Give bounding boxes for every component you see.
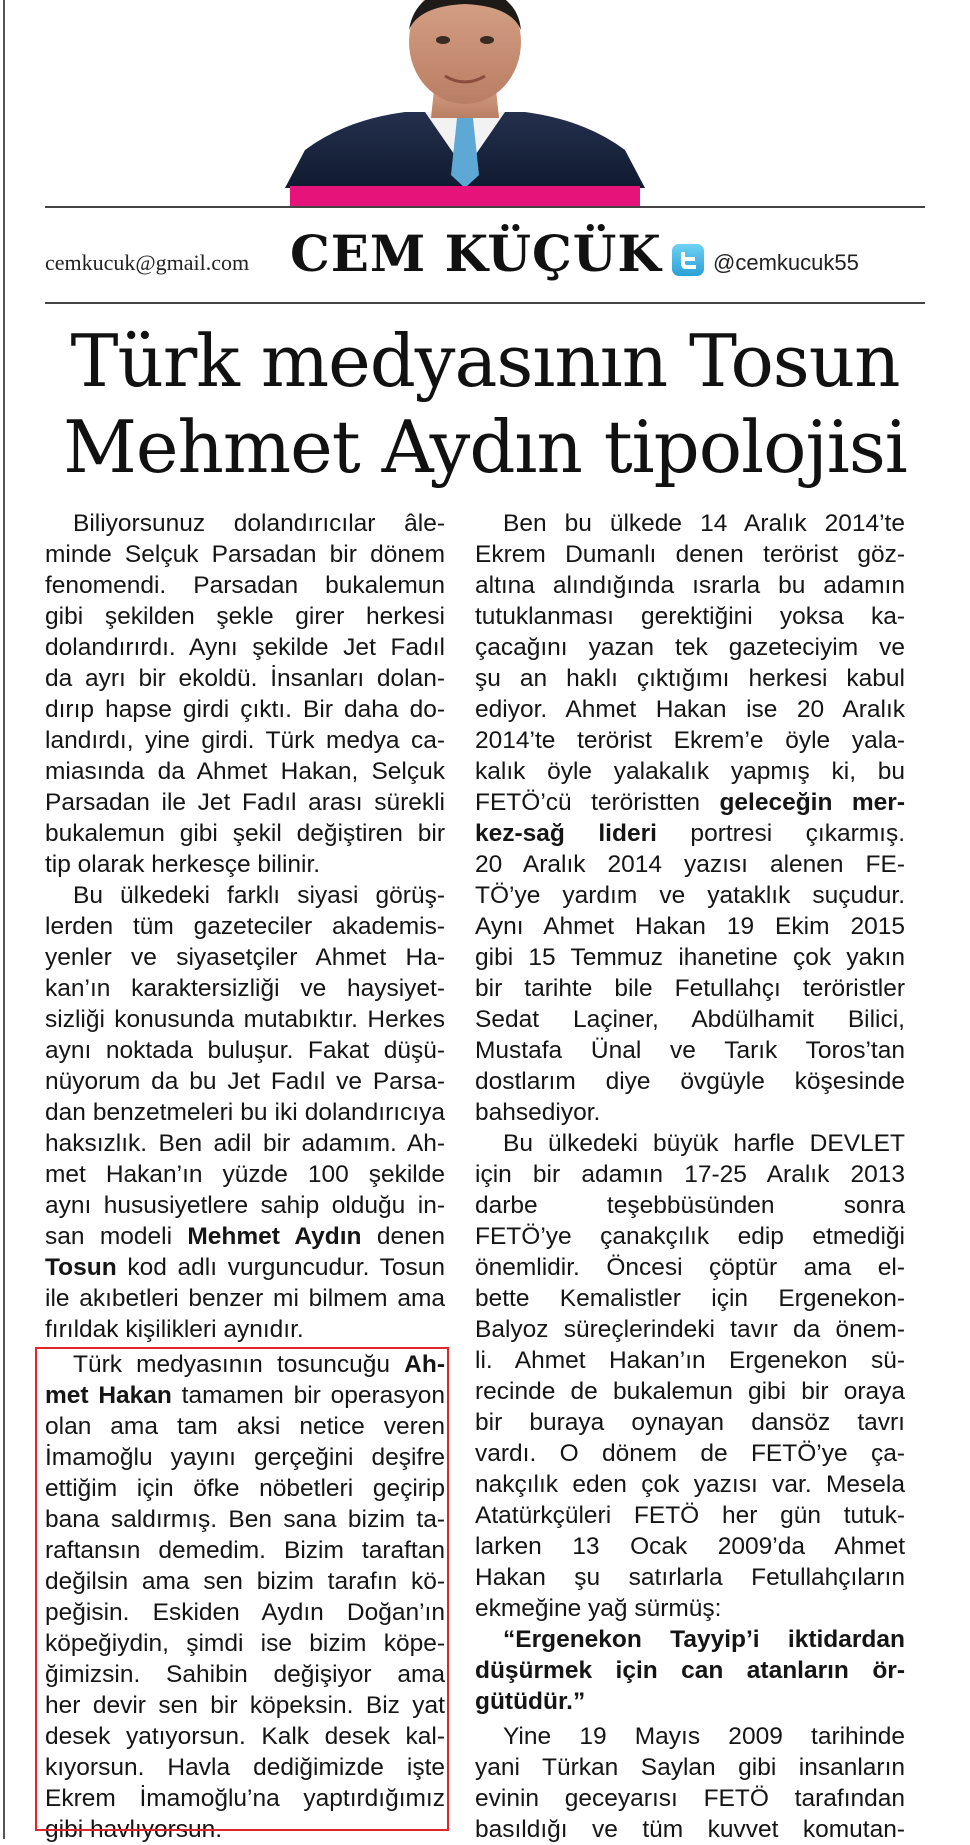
text-line: da ayrı bir ekoldü. İnsanları dolan- [45,665,445,692]
text-run: Türk medyasının tosuncuğu [73,1351,405,1378]
text-line: Biliyorsunuz dolandırıcılar âle- [73,510,445,537]
text-line: 2014’te terörist Ekrem’e öyle yala- [475,727,905,754]
text-line: çacağını yazan tek gazeteciyim ve [475,634,905,661]
text-line: recinde de bukalemun gibi bir oraya [475,1378,905,1405]
text-line: Ekrem Dumanlı denen terörist göz- [475,541,905,568]
text-line: tutuklanması gerektiğini yoksa ka- [475,603,905,630]
text-line: kalık öyle yalakalık yapmış ki, bu [475,758,905,785]
text-line: bana saldırmış. Ben sana bizim ta- [45,1506,445,1533]
text-line: minde Selçuk Parsadan bir dönem [45,541,445,568]
text-run: san modeli [45,1223,188,1250]
text-line: bahsediyor. [475,1099,601,1126]
text-line: her devir sen bir köpeksin. Biz yat [45,1692,445,1719]
text-run: denen [361,1223,445,1250]
text-line [45,1221,445,1252]
text-run: portresi çıkarmış. [656,820,905,847]
text-line: yenler ve siyasetçiler Ahmet Ha- [45,944,445,971]
text-line: Ekrem İmamoğlu’na yaptırdığımız [45,1785,445,1812]
text-line: lerden tüm gazeteciler akademis- [45,913,445,940]
author-portrait [285,0,645,188]
bold-run: geleceğin mer- [719,789,905,816]
text-line: Sedat Laçiner, Abdülhamit Bilici, [475,1006,905,1033]
bold-run: Ah- [404,1351,445,1378]
text-line: met Hakan’ın yüzde 100 şekilde [45,1161,445,1188]
text-line: sizliği konusunda mutabıktır. Herkes [45,1006,445,1033]
text-line: kıyorsun. Havla dediğimizde işte [45,1754,445,1781]
text-line: bir buraya oynayan dansöz tavrı [475,1409,905,1436]
text-line: ettiğim için öfke nöbetleri geçirip [45,1475,445,1502]
text-line: tip olarak herkesçe bilinir. [45,851,321,878]
text-line: dolandırırdı. Aynı şekilde Jet Fadıl [45,634,445,661]
text-line: vardı. O dönem de FETÖ’ye ça- [475,1440,905,1467]
text-line: olan ama tam aksi netice veren [45,1413,445,1440]
author-name: CEM KÜÇÜK [290,224,662,283]
text-line: haksızlık. Ben adil bir adamım. Ah- [45,1130,445,1157]
text-line: Mustafa Ünal ve Tarık Toros’tan [475,1037,905,1064]
bold-run: Tosun [45,1254,117,1281]
text-line: yani Türkan Saylan gibi insanların [475,1754,905,1781]
text-line: ediyor. Ahmet Hakan ise 20 Aralık [475,696,905,723]
text-line: dostlarım diye övgüyle köşesinde [475,1068,905,1095]
text-line: 20 Aralık 2014 yazısı alenen FE- [475,851,905,878]
quote-line: “Ergenekon Tayyip’i iktidardan [503,1626,905,1653]
text-line: Aynı Ahmet Hakan 19 Ekim 2015 [475,913,905,940]
bold-run: met Hakan [45,1382,172,1409]
right-column [475,508,905,1845]
text-line: Yine 19 Mayıs 2009 tarihinde [503,1723,905,1750]
text-line: miasında da Ahmet Hakan, Selçuk [45,758,445,785]
header-top-rule [45,206,925,208]
text-line: Hakan şu satırlarla Fetullahçıların [475,1564,905,1591]
text-line: önemlidir. Öncesi çöptür ama el- [475,1254,905,1281]
text-line: dan benzetmeleri bu iki dolandırıcıya [45,1099,445,1126]
text-line: gibi havlıyorsun. [45,1816,223,1843]
twitter-handle[interactable]: @cemkucuk55 [713,250,859,275]
text-line: şu an haklı çıktığımı herkesi kabul [475,665,905,692]
text-line: raftansın demedim. Bizim taraftan [45,1537,445,1564]
text-line: için bir adamın 17-25 Aralık 2013 [475,1161,905,1188]
text-line: TÖ’ye yardım ve yataklık suçudur. [475,882,905,909]
text-line: li. Ahmet Hakan’ın Ergenekon sü- [475,1347,905,1374]
header-bottom-rule [45,302,925,304]
text-line: gibi 15 Temmuz ihanetine çok yakın [475,944,905,971]
text-line: bir tarihte bile Fetullahçı teröristler [475,975,905,1002]
article-headline [45,318,925,490]
text-line: Ben bu ülkede 14 Aralık 2014’te [503,510,905,537]
text-line: nakçılık eden çok yazısı var. Mesela [475,1471,905,1498]
twitter-icon[interactable] [672,244,704,276]
text-line [475,818,905,849]
headline-line: Mehmet Aydın tipolojisi [63,405,907,489]
text-line: larken 13 Ocak 2009’da Ahmet [475,1533,905,1560]
text-line: ekmeğine yağ sürmüş: [475,1595,722,1622]
text-line: peğisin. Eskiden Aydın Doğan’ın [45,1599,445,1626]
text-line: altına alındığında ısrarla bu adamın [475,572,905,599]
text-line: değilsin ama sen bizim tarafın kö- [45,1568,445,1595]
text-run: tamamen bir operasyon [171,1382,445,1409]
text-line: basıldığı ve tüm kuvvet komutan- [475,1816,905,1843]
text-line: bette Kemalistler için Ergenekon- [475,1285,905,1312]
highlight-box [35,1347,449,1831]
text-line: desek yatıyorsun. Kalk desek kal- [45,1723,445,1750]
text-line: aynı hususiyetlere sahip olduğu in- [45,1192,445,1219]
text-line: FETÖ’ye çanakçılık edip etmediği [475,1223,905,1250]
text-line: landırdı, yine girdi. Türk medya ca- [45,727,445,754]
text-line [45,1252,445,1283]
bold-run: kez-sağ lideri [475,820,657,847]
text-line [475,787,905,818]
accent-bar [290,186,640,206]
bold-run: Mehmet Aydın [187,1223,362,1250]
text-line: Bu ülkedeki farklı siyasi görüş- [73,882,445,909]
text-line: bukalemun gibi şekil değiştiren bir [45,820,445,847]
quote-line: gütüdür.” [475,1688,586,1715]
text-line: fenomendi. Parsadan bukalemun [45,572,445,599]
text-line: evinin geceyarısı FETÖ tarafından [475,1785,905,1812]
author-email[interactable]: cemkucuk@gmail.com [45,250,250,275]
text-line: ile akıbetleri benzer mi bilmem ama [45,1285,445,1312]
quote-line: düşürmek için can atanların ör- [475,1657,905,1684]
text-line: kan’ın karaktersizliği ve haysiyet- [45,975,445,1002]
text-line: dırıp hapse girdi çıktı. Bir daha do- [45,696,445,723]
text-run: kod adlı vurguncudur. Tosun [116,1254,445,1281]
text-line: darbe teşebbüsünden sonra [475,1192,905,1219]
text-line: Bu ülkedeki büyük harfle DEVLET [503,1130,905,1157]
text-line: aynı noktada buluşur. Fakat düşü- [45,1037,445,1064]
text-line: nüyorum da bu Jet Fadıl ve Parsa- [45,1068,445,1095]
page-edge-rule [3,0,5,1839]
headline-line: Türk medyasının Tosun [70,319,900,403]
text-run: FETÖ’cü teröristten [475,789,720,816]
byline [45,222,925,292]
text-line: gibi şekilden şekle girer herkesi [45,603,445,630]
text-line: Parsadan ile Jet Fadıl arası sürekli [45,789,445,816]
text-line: Atatürkçüleri FETÖ her gün tutuk- [475,1502,905,1529]
text-line: fırıldak kişilikleri aynıdır. [45,1316,304,1343]
text-line: İmamoğlu yayını gerçeğini deşifre [45,1444,445,1471]
text-line: Balyoz süreçlerindeki tavır da önem- [475,1316,905,1343]
text-line: köpeğiydin, şimdi ise bizim köpe- [45,1630,445,1657]
text-line: ğimizsin. Sahibin değişiyor ama [45,1661,445,1688]
